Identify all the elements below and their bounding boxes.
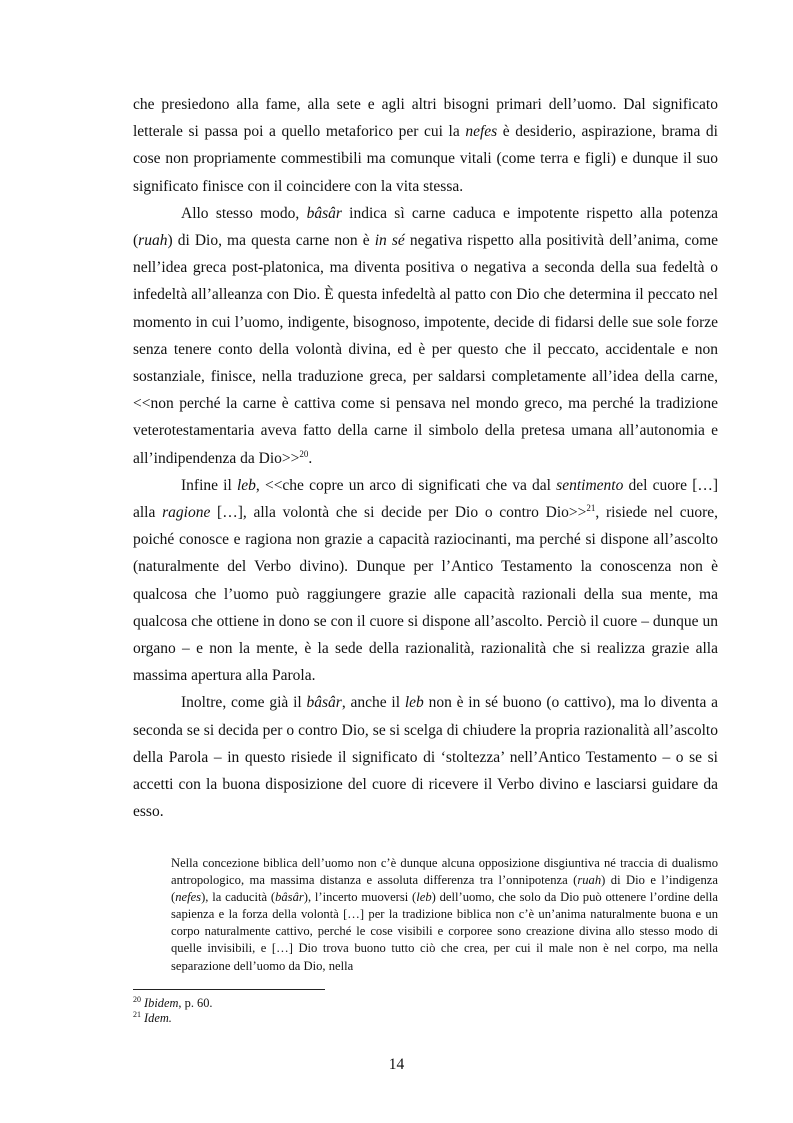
text-run: è desiderio, aspirazione, brama di cose non propriamente commestibili ma comunque vitali (come terra e figli) e dunque il suo significato finisce con il coincidere con la vita stessa. [133,123,718,195]
paragraph-3 [133,472,718,690]
text-run: . [308,449,313,467]
text-run: ), l’incerto muoversi ( [303,890,417,905]
italic-term: bâsâr [306,694,342,712]
text-run: ) di Dio e l’indigenza ( [171,873,718,905]
italic-term: bâsâr [306,204,342,222]
text-run: del cuore […] alla [133,476,719,522]
text-run: non è in sé buono (o cattivo), ma lo diventa a seconda se si decida per o contro Dio, se si scelga di chiudere la propria razionalità all’ascolto della Parola – in questo risiede il significato di ‘stoltezza’ nell’Antico Testamento – o se si accetti con la buona disposizione del cuore di ricevere il Verbo divino e lasciarsi guidare da esso. [133,694,718,821]
footnote-number: 21 [133,1009,141,1019]
footnote-number: 20 [133,994,141,1004]
text-run: , anche il [341,694,405,712]
text-run: , <<che copre un arco di significati che va dal [255,476,557,494]
text-run: Nella concezione biblica dell’uomo non c’è dunque alcuna opposizione disgiuntiva né traccia di dualismo antropologico, ma massima distanza e assoluta differenza tra l’onnipotenza ( [171,856,718,888]
text-run: , risiede nel cuore, poiché conosce e ragiona non grazie a capacità raziocinanti, ma perché si dispone all’ascolto (naturalmente del Verbo divino). Dunque per l’Antico Testamento la conoscenza non è qualcosa che l’uomo può raggiungere grazie alle capacità razionali della sua mente, ma qualcosa che ottiene in dono se con il cuore si dispone all’ascolto. Perciò il cuore – dunque un organo – e non la mente, è la sede della razionalità, razionalità che si realizza grazie alla massima apertura alla Parola. [133,504,718,685]
page-number: 14 [388,1056,405,1073]
text-run: Infine il [181,476,237,494]
block-quote [171,855,718,975]
italic-term: leb [236,476,256,494]
italic-term: ruah [577,873,602,888]
text-run: ) dell’uomo, che solo da Dio può ottenere l’ordine della sapienza e la forza della volontà […] per la tradizione biblica non c’è un’anima naturalmente buona e un corpo naturalmente cattivo, perché le cose visibili e corporee sono creazione divina allo stesso modo di quelle invisibili, e […] Dio trova buono tutto ciò che crea, per cui il male non è nel corpo, ma nella separazione dell’uomo da Dio, nella [171,890,718,973]
footnote-text [144,996,213,1010]
text-run: , p. 60. [178,996,213,1010]
text-run: […], alla volontà che si decide per Dio o contro Dio>> [210,504,587,522]
italic-term: leb [404,694,424,712]
text-run: negativa rispetto alla positività dell’anima, come nell’idea greca post-platonica, ma diventa positiva o negativa a seconda della sua fedeltà o infedeltà all’alleanza con Dio. È questa infedeltà al patto con Dio che determina il peccato nel momento in cui l’uomo, indigente, bisognoso, impotente, decide di fidarsi delle sue sole forze senza tenere conto della volontà divina, ed è per questo che il peccato, accidentale e non sostanziale, finisce, nella traduzione greca, per saldarsi completamente all’idea della carne, <<non perché la carne è cattiva come si pensava nel mondo greco, ma perché la tradizione veterotestamentaria aveva fatto della carne il simbolo della pretesa umana all’autonomia e all’indipendenza da Dio>> [133,232,719,467]
paragraph-4 [133,689,718,825]
body-text [133,91,718,825]
footnote-ref: 20 [299,448,309,459]
footnote-text [144,1011,172,1025]
italic-term: nefes [465,123,498,141]
paragraph-2 [133,200,718,472]
footnote-21 [133,1011,718,1026]
italic-term: nefes [175,890,202,905]
italic-term: sentimento [556,476,624,494]
footnote-separator [133,989,325,990]
italic-term: Idem. [144,1011,172,1025]
italic-term: Ibidem [144,996,179,1010]
text-run: ), la caducità ( [201,890,276,905]
text-run: ) di Dio, ma questa carne non è [167,232,375,250]
text-run: Allo stesso modo, [181,204,307,222]
footnote-ref: 21 [586,502,596,513]
text-run: che presiedono alla fame, alla sete e agli altri bisogni primari dell’uomo. Dal significato letterale si passa poi a quello metaforico per cui la [133,96,718,141]
italic-term: bâsâr [275,890,304,905]
paragraph-1 [133,91,718,200]
block-quote-text [171,855,718,975]
italic-term: ruah [138,232,168,250]
footnotes [133,996,718,1026]
italic-term: leb [416,890,432,905]
text-run: indica sì carne caduca e impotente rispetto alla potenza ( [133,204,718,250]
italic-term: ragione [162,504,211,522]
footnote-20 [133,996,718,1011]
italic-term: in sé [374,232,405,250]
text-run: Inoltre, come già il [181,694,307,712]
